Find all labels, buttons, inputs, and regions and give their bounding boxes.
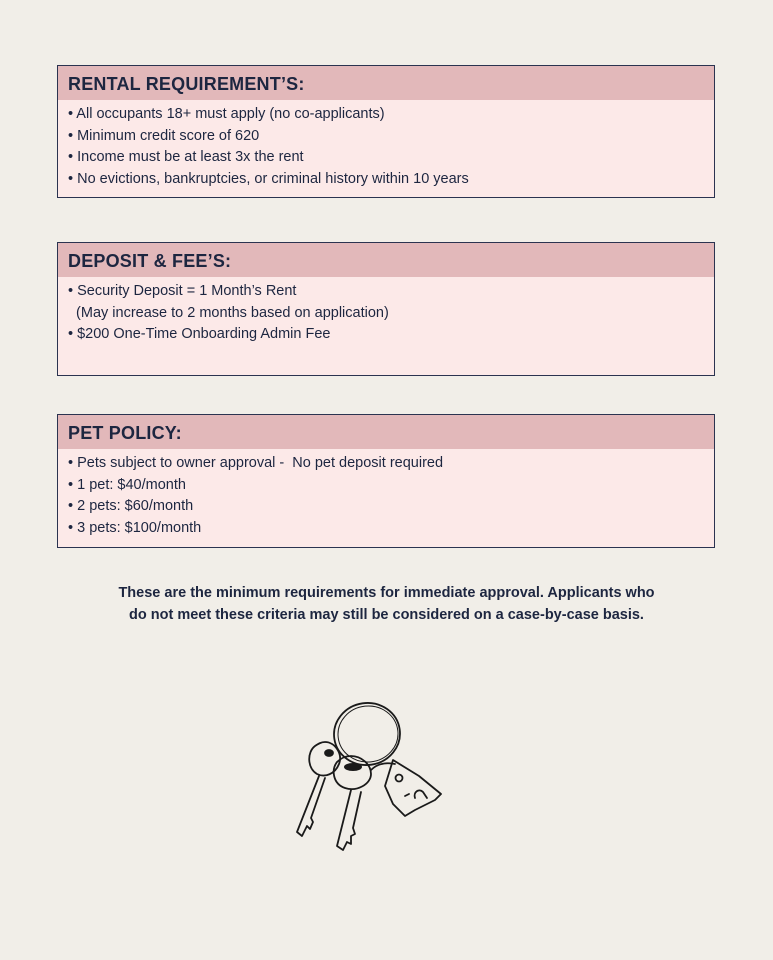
- deposit-fees-title: DEPOSIT & FEE’S:: [58, 243, 714, 277]
- approval-note-line-2: do not meet these criteria may still be considered on a case-by-case basis.: [129, 607, 644, 623]
- pet-policy-list: [58, 449, 714, 539]
- list-item: • No evictions, bankruptcies, or criminal history within 10 years: [68, 170, 469, 187]
- keys-with-house-tag-icon: [285, 698, 455, 858]
- list-item: • All occupants 18+ must apply (no co-applicants): [68, 106, 385, 122]
- deposit-fees-list: [58, 277, 714, 346]
- list-item: (May increase to 2 months based on application): [68, 304, 389, 321]
- pet-policy-title: PET POLICY:: [58, 415, 714, 449]
- approval-note: [0, 582, 773, 626]
- rental-requirements-title: RENTAL REQUIREMENT’S:: [58, 66, 714, 100]
- list-item: • 2 pets: $60/month: [68, 498, 194, 514]
- rental-requirements-section: [57, 65, 715, 198]
- list-item: • 1 pet: $40/month: [68, 476, 186, 493]
- rental-requirements-list: [58, 100, 714, 190]
- list-item: • Pets subject to owner approval - No pet deposit required: [68, 455, 444, 471]
- deposit-fees-section: [57, 242, 715, 376]
- approval-note-line-1: These are the minimum requirements for immediate approval. Applicants who: [118, 585, 655, 601]
- list-item: • Security Deposit = 1 Month’s Rent: [68, 283, 297, 299]
- list-item: • 3 pets: $100/month: [68, 519, 202, 536]
- list-item: • Income must be at least 3x the rent: [68, 149, 304, 165]
- pet-policy-section: [57, 414, 715, 548]
- list-item: • Minimum credit score of 620: [68, 127, 260, 144]
- list-item: • $200 One-Time Onboarding Admin Fee: [68, 326, 331, 342]
